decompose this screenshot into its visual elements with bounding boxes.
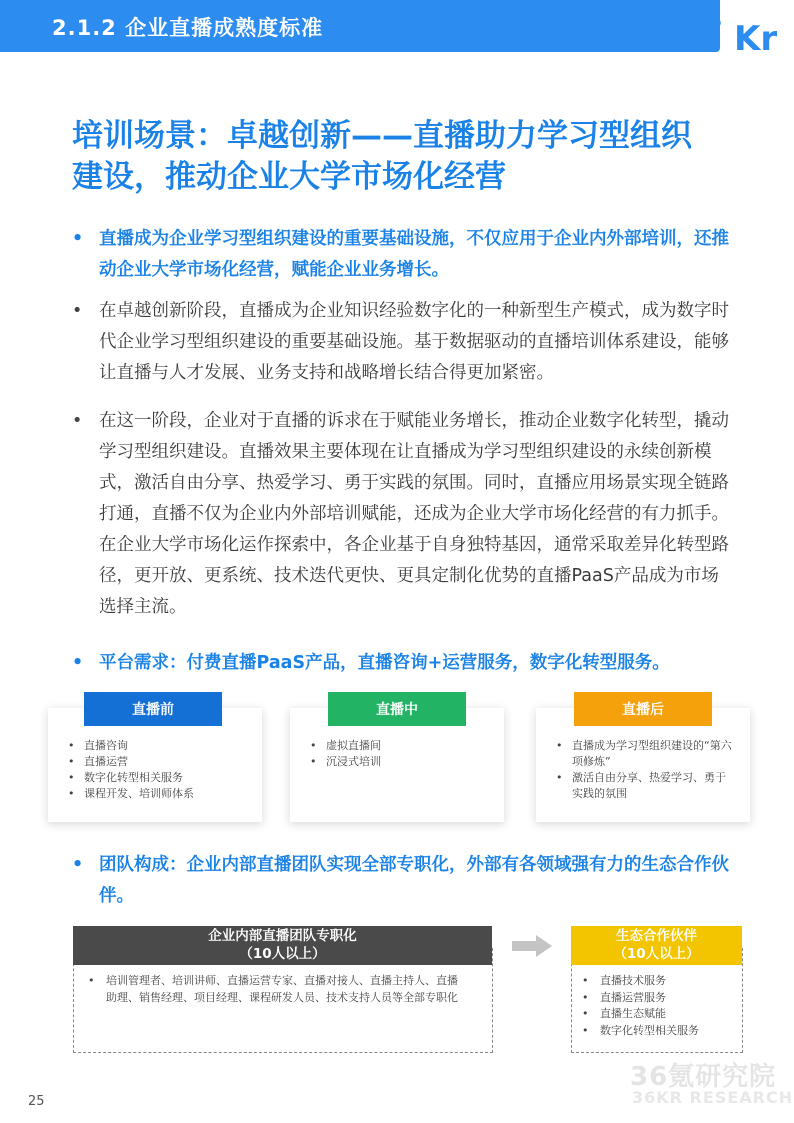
watermark-en: 36KR RESEARCH [632, 1088, 794, 1107]
external-team-list [578, 973, 738, 1039]
list-item: • 直播技术服务 [578, 973, 738, 990]
internal-team-list [84, 973, 468, 1006]
heading-line-1: 培训场景：卓越创新——直播助力学习型组织 [72, 118, 692, 154]
bullet-item [72, 648, 732, 679]
bullet-item [72, 406, 732, 623]
bullet-dot: • [72, 301, 83, 321]
watermark-cn: 36氪研究院 [630, 1062, 777, 1092]
section-title: 2.1.2 企业直播成熟度标准 [52, 16, 324, 40]
page-number: 25 [28, 1094, 45, 1109]
card-tag-after: 直播后 [574, 692, 712, 726]
list-item: • 直播生态赋能 [578, 1006, 738, 1023]
card-list [66, 738, 254, 802]
36kr-logo [694, 6, 794, 54]
list-item: • 虚拟直播间 [308, 738, 496, 754]
internal-team-subtitle: （10人以上） [239, 946, 326, 962]
list-item: • 沉浸式培训 [308, 754, 496, 770]
bullet-item [72, 224, 732, 286]
bullet-item [72, 850, 732, 912]
external-team-title: 生态合作伙伴 [616, 928, 697, 944]
bullet-text: 团队构成：企业内部直播团队实现全部专职化，外部有各领域强有力的生态合作伙伴。 [99, 855, 729, 906]
bullet-dot: • [72, 411, 83, 431]
list-item: • 培训管理者、培训讲师、直播运营专家、直播对接人、直播主持人、直播助理、销售经理、项目经理、课程研发人员、技术支持人员等全部专职化 [84, 973, 468, 1006]
list-item: • 课程开发、培训师体系 [66, 786, 254, 802]
list-item: • 数字化转型相关服务 [578, 1023, 738, 1040]
card-tag-before: 直播前 [84, 692, 222, 726]
svg-text:Kr: Kr [734, 19, 778, 54]
heading-line-2: 建设，推动企业大学市场化经营 [72, 159, 506, 195]
bullet-dot: • [72, 653, 84, 673]
card-list [554, 738, 736, 802]
bullet-text: 平台需求：付费直播PaaS产品，直播咨询+运营服务，数字化转型服务。 [99, 653, 670, 673]
external-team-subtitle: （10人以上） [613, 946, 700, 962]
card-list [308, 738, 496, 770]
card-tag-during: 直播中 [328, 692, 466, 726]
list-item: • 直播运营 [66, 754, 254, 770]
list-item: • 数字化转型相关服务 [66, 770, 254, 786]
header-bar [0, 0, 720, 52]
bullet-dot: • [72, 229, 84, 249]
bullet-text: 在卓越创新阶段，直播成为企业知识经验数字化的一种新型生产模式，成为数字时代企业学习型组织建设的重要基础设施。基于数据驱动的直播培训体系建设，能够让直播与人才发展、业务支持和战略增长结合得更加紧密。 [99, 301, 729, 383]
list-item: • 直播成为学习型组织建设的“第六项修炼” [554, 738, 736, 770]
arrow-right-icon [512, 935, 552, 957]
bullet-item [72, 296, 732, 389]
list-item: • 激活自由分享、热爱学习、勇于实践的氛围 [554, 770, 736, 802]
internal-team-header [73, 926, 492, 965]
list-item: • 直播运营服务 [578, 990, 738, 1007]
external-team-header [571, 926, 742, 965]
bullet-text: 直播成为企业学习型组织建设的重要基础设施，不仅应用于企业内外部培训，还推动企业大学市场化经营，赋能企业业务增长。 [99, 229, 729, 280]
bullet-text: 在这一阶段，企业对于直播的诉求在于赋能业务增长，推动企业数字化转型，撬动学习型组织建设。直播效果主要体现在让直播成为学习型组织建设的永续创新模式，激活自由分享、热爱学习、勇于实践的氛围。同时，直播应用场景实现全链路打通，直播不仅为企业内外部培训赋能，还成为企业大学市场化经营的有力抓手。在企业大学市场化运作探索中，各企业基于自身独特基因，通常采取差异化转型路径，更开放、更系统、技术迭代更快、更具定制化优势的直播PaaS产品成为市场选择主流。 [99, 411, 729, 617]
list-item: • 直播咨询 [66, 738, 254, 754]
internal-team-title: 企业内部直播团队专职化 [208, 928, 357, 944]
svg-text:36: 36 [694, 9, 722, 33]
bullet-dot: • [72, 855, 84, 875]
page-heading [72, 116, 772, 198]
